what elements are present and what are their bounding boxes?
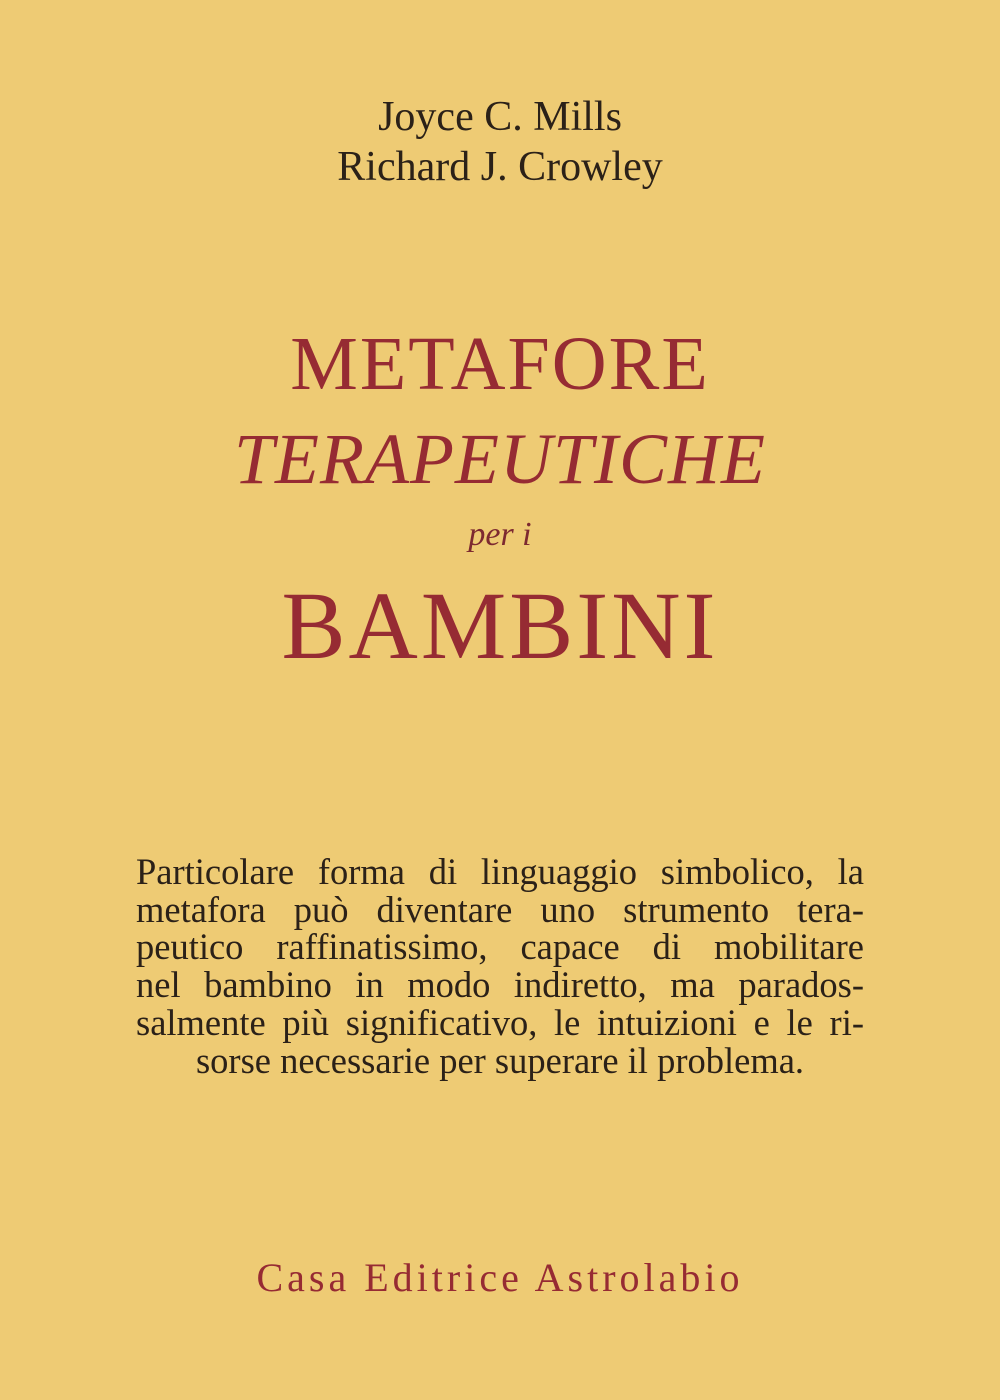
authors [0,92,1000,192]
blurb-line: nel bambino in modo indiretto, ma parados- [136,964,864,1006]
title-line-terapeutiche: TERAPEUTICHE [234,419,766,499]
cover-blurb [136,853,864,1079]
blurb-line: peutico raffinatissimo, capace di mobilitare [136,926,864,968]
author-name: Richard J. Crowley [337,144,663,190]
publisher-name: Casa Editrice Astrolabio [256,1255,744,1300]
blurb-line: salmente più significativo, le intuizioni e le ri- [136,1001,864,1043]
blurb-line: sorse necessarie per superare il problema. [195,1039,805,1081]
title-line-per-i: per i [468,516,532,553]
author-name: Joyce C. Mills [378,94,622,140]
blurb-line: metafora può diventare uno strumento tera- [136,888,864,930]
blurb-line: Particolare forma di linguaggio simbolico, la [136,851,864,892]
title-line-bambini: BAMBINI [281,572,719,679]
title-line-metafore: METAFORE [290,322,710,406]
